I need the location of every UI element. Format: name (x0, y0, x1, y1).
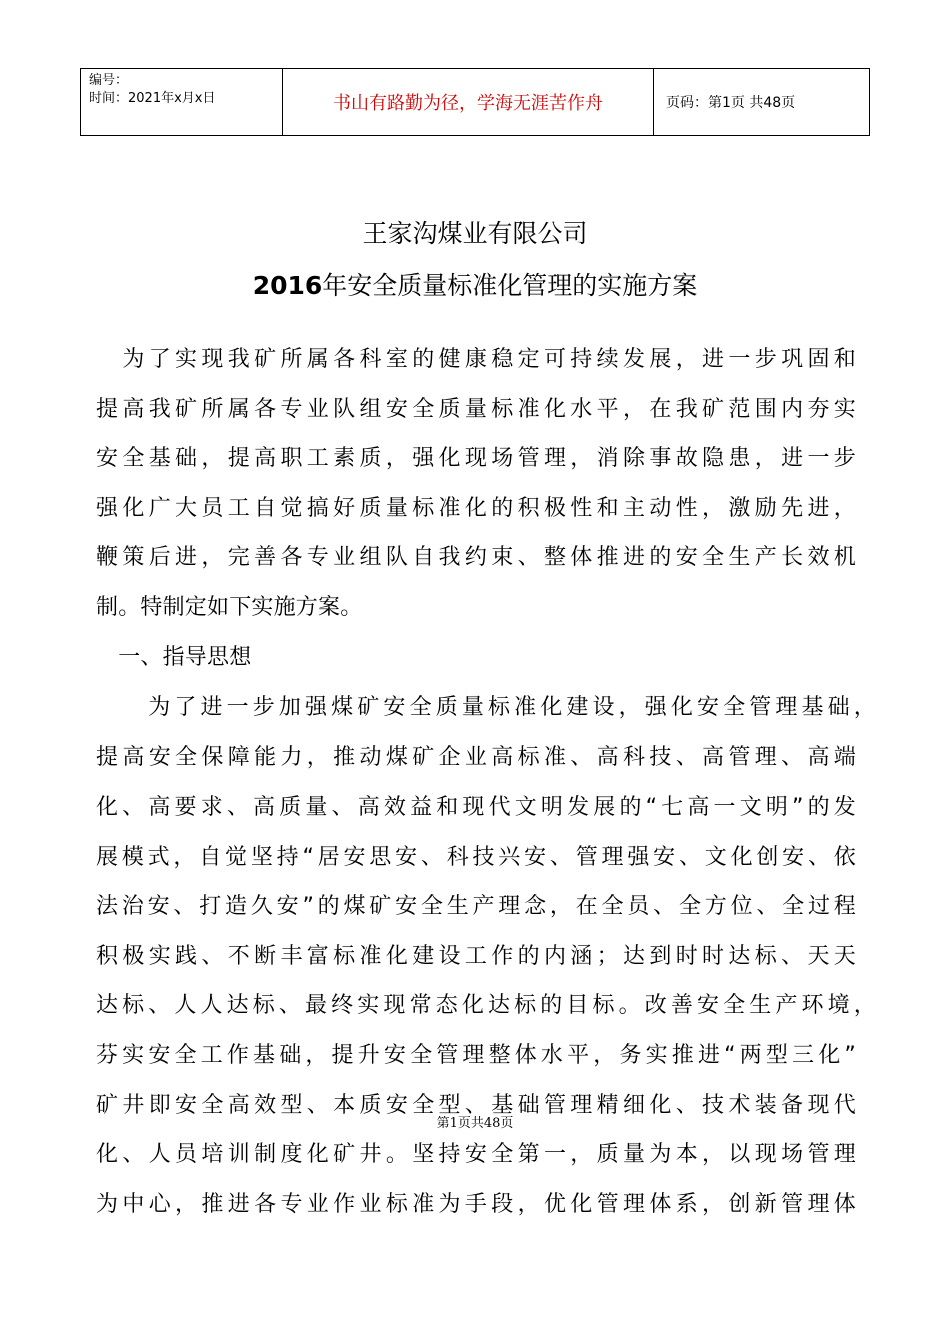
company-title (0, 214, 950, 250)
title-subject: 年安全质量标准化管理的实施方案 (322, 271, 698, 300)
page-info-cell (654, 69, 869, 135)
motto-text: 书山有路勤为径，学海无涯苦作舟 (333, 93, 603, 114)
motto-cell (283, 69, 654, 135)
body-line: 提高安全保障能力，推动煤矿企业高标准、高科技、高管理、高端 (96, 745, 856, 770)
body-line: 化、人员培训制度化矿井。坚持安全第一，质量为本，以现场管理 (96, 1142, 856, 1167)
page-info-text: 页码：第1页 共48页 (666, 95, 796, 111)
page-footer (0, 1112, 950, 1131)
body-line: 矿井即安全高效型、本质安全型、基础管理精细化、技术装备现代 (96, 1093, 856, 1118)
body-line: 为了实现我矿所属各科室的健康稳定可持续发展，进一步巩固和 (96, 347, 856, 372)
body-line: 强化广大员工自觉搞好质量标准化的积极性和主动性，激励先进， (96, 496, 856, 521)
number-label: 编号： (89, 73, 129, 88)
document-title (0, 266, 950, 302)
time-label: 时间：2021年x月x日 (89, 91, 216, 106)
body-line: 芬实安全工作基础，提升安全管理整体水平，务实推进“两型三化” (96, 1043, 856, 1068)
body-line: 法治安、打造久安”的煤矿安全生产理念，在全员、全方位、全过程 (96, 894, 856, 919)
body-line: 为中心，推进各专业作业标准为手段，优化管理体系，创新管理体 (96, 1192, 856, 1217)
body-line: 安全基础，提高职工素质，强化现场管理，消除事故隐患，进一步 (96, 446, 856, 471)
header-left-cell (81, 69, 283, 135)
body-line: 积极实践、不断丰富标准化建设工作的内涵；达到时时达标、天天 (96, 944, 856, 969)
body-line: 鞭策后进，完善各专业组队自我约束、整体推进的安全生产长效机 (96, 545, 856, 570)
body-line: 达标、人人达标、最终实现常态化达标的目标。改善安全生产环境， (96, 993, 876, 1018)
title-year: 2016 (252, 271, 323, 300)
body-line: 提高我矿所属各专业队组安全质量标准化水平，在我矿范围内夯实 (96, 397, 856, 422)
body-line: 为了进一步加强煤矿安全质量标准化建设，强化安全管理基础， (96, 695, 876, 720)
body-line: 制。特制定如下实施方案。 (96, 595, 363, 620)
section-heading: 一、指导思想 (96, 645, 252, 670)
body-line: 展模式，自觉坚持“居安思安、科技兴安、管理强安、文化创安、依 (96, 845, 856, 870)
header-table (80, 68, 870, 136)
company-name: 王家沟煤业有限公司 (362, 219, 588, 248)
body-line: 化、高要求、高质量、高效益和现代文明发展的“七高一文明”的发 (96, 795, 856, 820)
page-footer-text: 第1页共48页 (436, 1116, 514, 1131)
